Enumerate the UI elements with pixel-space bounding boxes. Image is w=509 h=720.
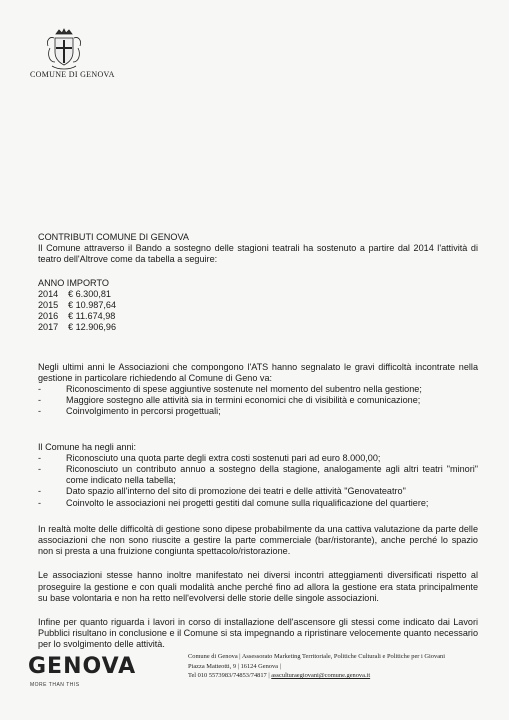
- footer-phone: Tel 010 5573983/74853/74817: [188, 672, 267, 679]
- footer-line: Piazza Matteotti, 9 | 16124 Genova |: [188, 662, 281, 670]
- table-row: [38, 300, 478, 311]
- brand-tagline: MORE THAN THIS: [30, 682, 80, 688]
- list-item: - Riconoscimento di spese aggiuntive sostenute nel momento del subentro nella gestione;: [38, 384, 422, 395]
- footer-line: Comune di Genova | Assessorato Marketing Territoriale, Politiche Culturali e Politiche per i Giovani: [188, 653, 445, 660]
- section-intro: Il Comune ha negli anni:: [38, 441, 137, 452]
- row-amount: € 12.906,96: [68, 322, 117, 333]
- org-name: COMUNE DI GENOVA: [30, 70, 115, 79]
- row-amount: € 11.674,98: [68, 311, 116, 322]
- funding-table: [38, 278, 478, 334]
- row-amount: € 10.987,64: [68, 300, 117, 311]
- row-year: 2014: [38, 288, 59, 299]
- table-row: [38, 322, 478, 333]
- requests-list: [38, 384, 478, 418]
- footer-line: Tel 010 5573983/74853/74817 | assculturaegiovani@comune.genova.it: [188, 672, 371, 679]
- body-paragraph: Infine per quanto riguarda i lavori in corso di installazione dell'ascensore gli stessi come indicato dai Lavori Pubblici risultano in conclusione e il Comune si sta impegnando a ripristinare velocemente quanto necessario per lo svolgimento delle attività.: [38, 617, 478, 650]
- requests-section: [38, 362, 478, 418]
- body-paragraph: Le associazioni stesse hanno inoltre manifestato nei diversi incontri atteggiamenti diversificati rispetto al proseguire la gestione e con quali modalità anche perché fino ad allora la gestione era stata principalmente su base volontaria e non ha retto nell'evolversi delle storie delle singole associazioni.: [38, 570, 478, 603]
- row-year: 2015: [38, 300, 59, 311]
- letter-footer: [28, 648, 488, 708]
- footer-email-link[interactable]: assculturaegiovani@comune.genova.it: [271, 672, 371, 679]
- table-row: [38, 289, 478, 300]
- section-intro: Negli ultimi anni le Associazioni che compongono l'ATS hanno segnalato le gravi difficoltà incontrate nella gestione in particolare richiedendo al Comune di Geno va:: [38, 361, 478, 383]
- list-item: - Riconosciuto una quota parte degli extra costi sostenuti pari ad euro 8.000,00;: [38, 452, 381, 463]
- genova-coat-of-arms-logo: [44, 28, 84, 72]
- letter-body: [38, 232, 478, 651]
- table-row: [38, 311, 478, 322]
- genova-brand-logo: GENOVA: [28, 654, 137, 679]
- list-item: - Maggiore sostegno alle attività sia in termini economici che di visibilità e comunicazione;: [38, 395, 421, 406]
- list-item: - Riconosciuto un contributo annuo a sostegno della stagione, analogamente agli altri teatri "minori" come indicato nella tabella;: [38, 464, 478, 486]
- row-year: 2017: [38, 322, 59, 333]
- row-year: 2016: [38, 311, 59, 322]
- body-paragraph: In realtà molte delle difficoltà di gestione sono dipese probabilmente da una cattiva valutazione da parte delle associazioni che non sono riuscite a gestire la parte commerciale (bar/ristorante), anche perché lo spazio non si presta a una fruizione congiunta spettacolo/ristorazione.: [38, 523, 478, 557]
- list-item: - Coinvolgimento in percorsi progettuali;: [38, 406, 221, 417]
- letter-title: CONTRIBUTI COMUNE DI GENOVA: [38, 232, 189, 242]
- table-header: ANNO IMPORTO: [38, 277, 109, 288]
- actions-list: [38, 453, 478, 509]
- intro-paragraph: Il Comune attraverso il Bando a sostegno delle stagioni teatrali ha sostenuto a partire dal 2014 l'attività di teatro dell'Altrove come da tabella a seguire:: [38, 243, 478, 265]
- row-amount: € 6.300,81: [68, 288, 111, 299]
- list-item: - Dato spazio all'interno del sito di promozione dei teatri e delle attività "Genovateatro": [38, 486, 406, 497]
- footer-contact: [188, 652, 488, 681]
- list-item: - Coinvolto le associazioni nei progetti gestiti dal comune sulla riqualificazione del quartiere;: [38, 497, 429, 508]
- actions-section: [38, 442, 478, 509]
